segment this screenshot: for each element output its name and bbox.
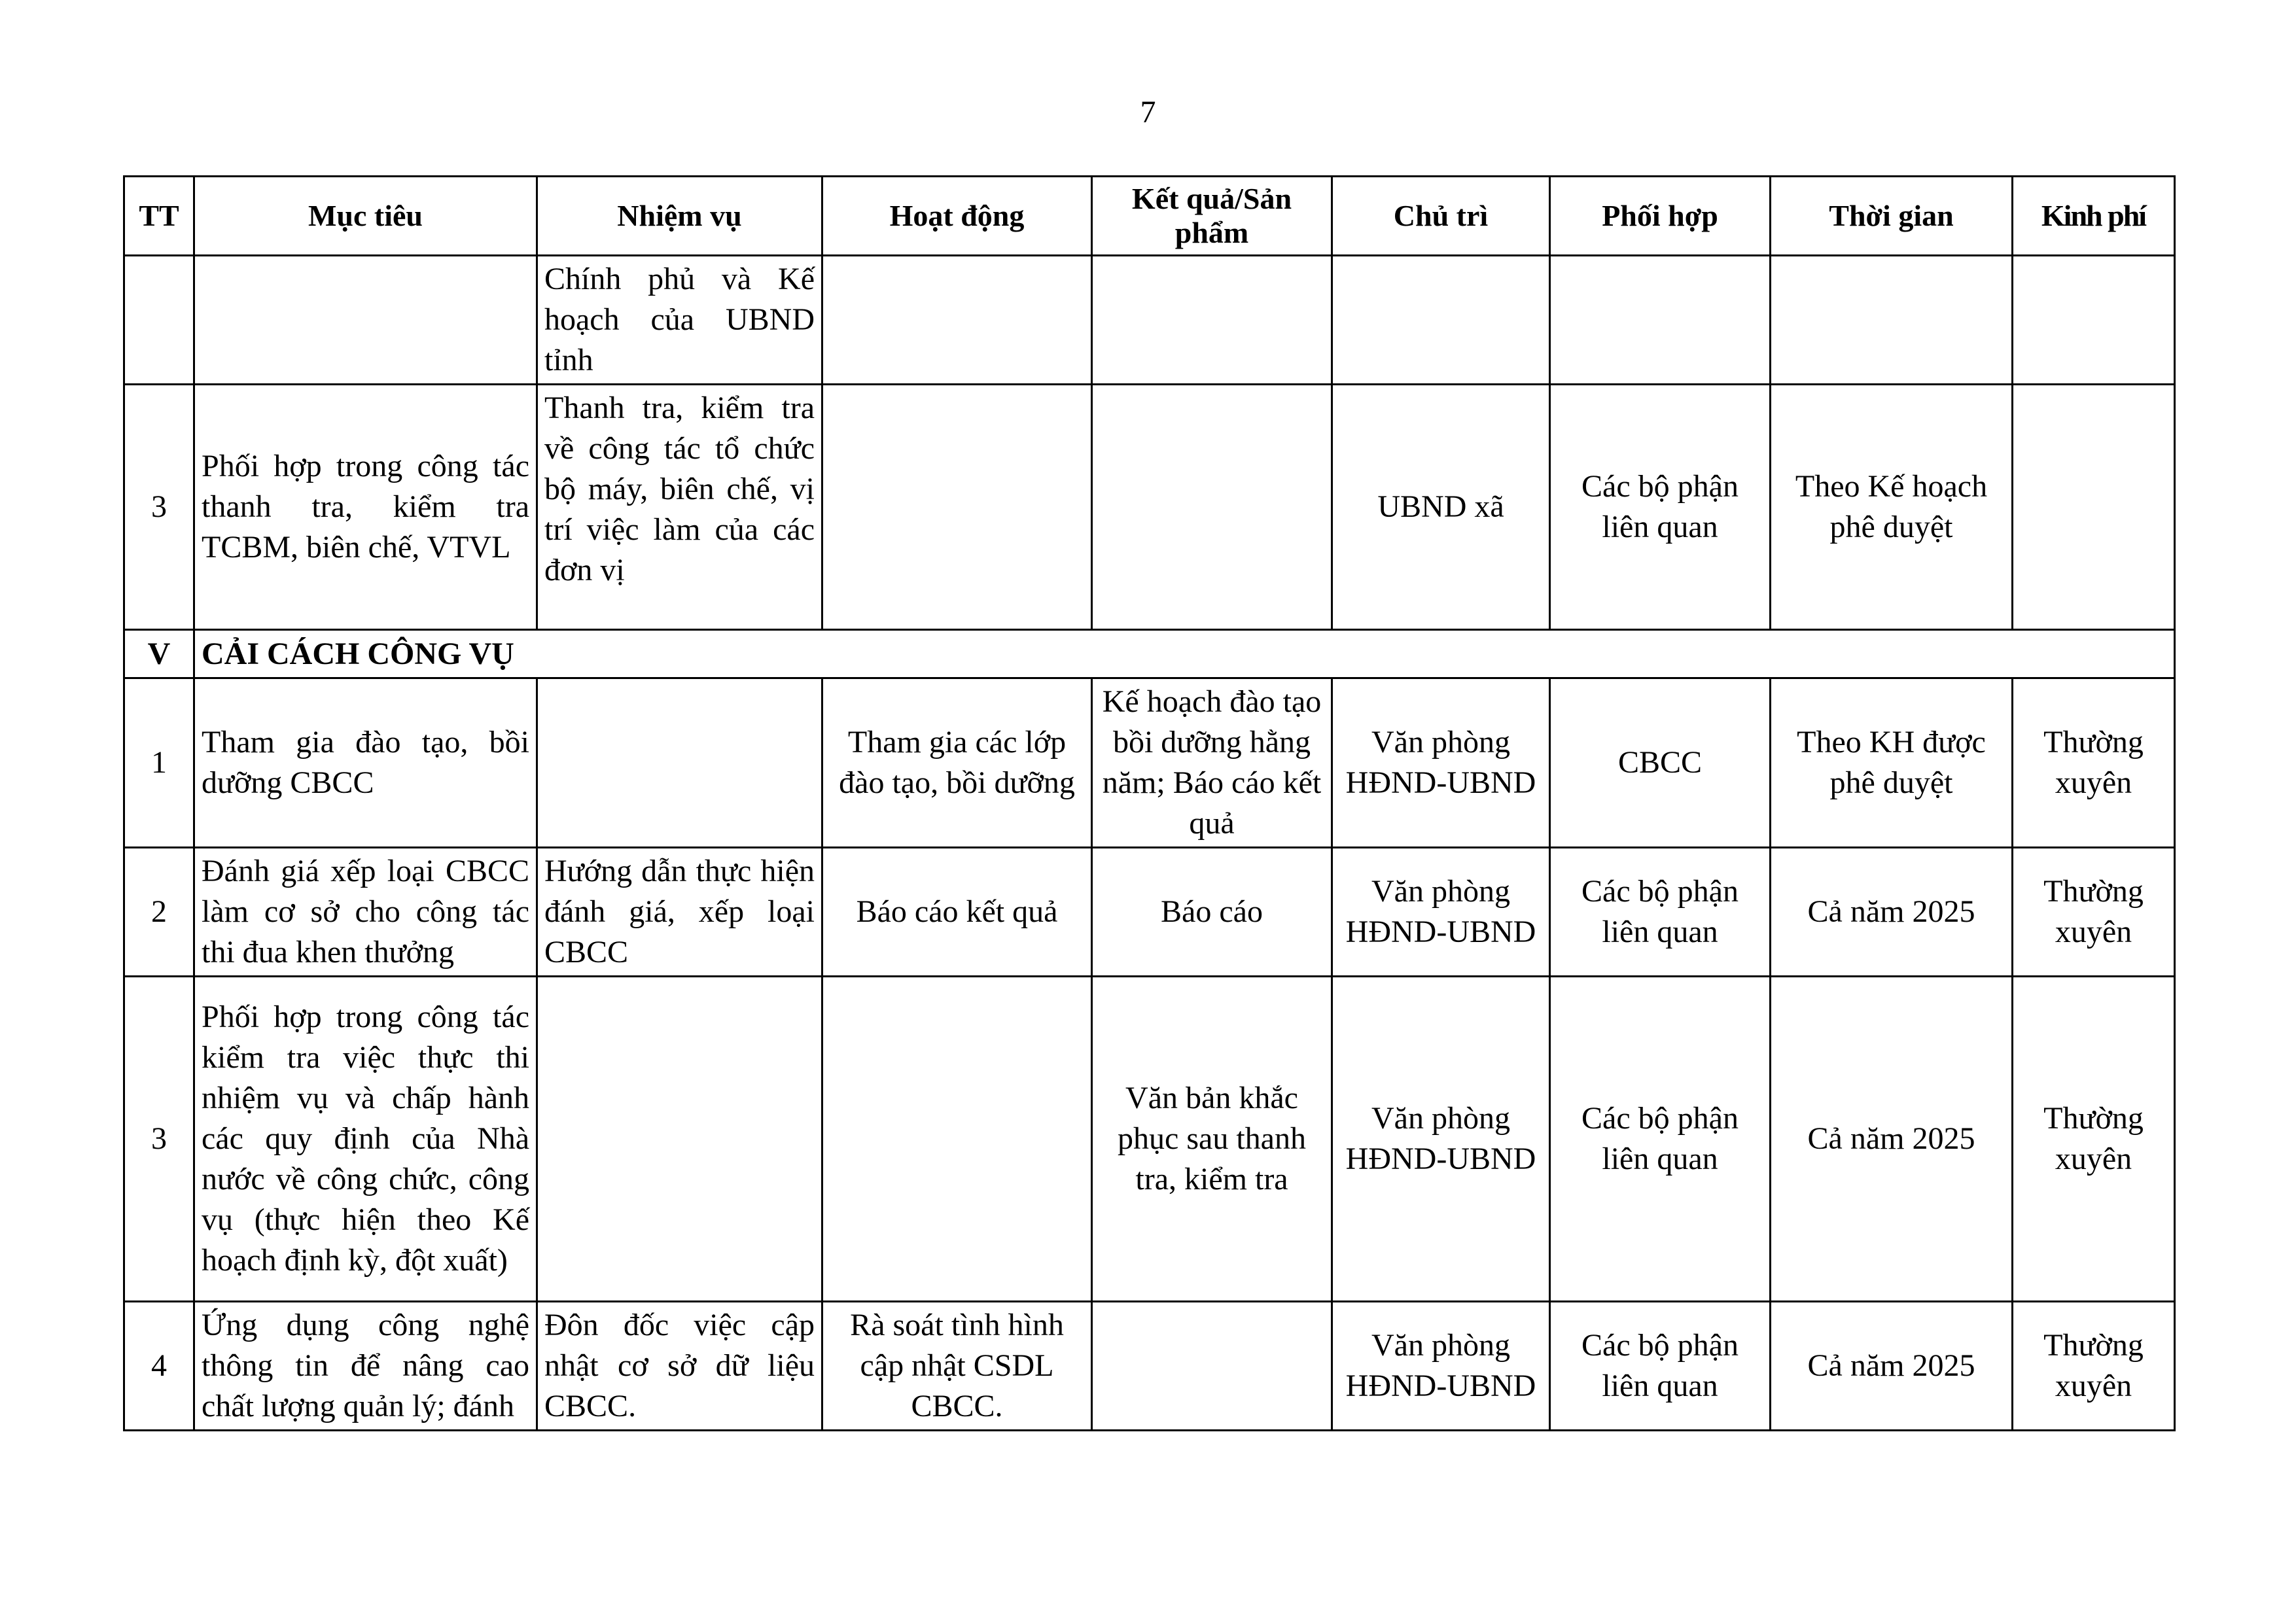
cell-hoat-dong: Tham gia các lớp đào tạo, bồi dưỡng xyxy=(822,678,1092,848)
cell-kinh-phi xyxy=(2013,256,2175,385)
header-ket-qua: Kết quả/Sản phẩm xyxy=(1092,177,1332,256)
cell-hoat-dong xyxy=(822,256,1092,385)
cell-thoi-gian xyxy=(1771,256,2013,385)
header-muc-tieu: Mục tiêu xyxy=(194,177,537,256)
header-phoi-hop: Phối hợp xyxy=(1550,177,1771,256)
cell-phoi-hop: Các bộ phận liên quan xyxy=(1550,385,1771,630)
table-row xyxy=(124,1302,2175,1431)
cell-thoi-gian: Cả năm 2025 xyxy=(1771,1302,2013,1431)
cell-phoi-hop: CBCC xyxy=(1550,678,1771,848)
cell-nhiem-vu xyxy=(537,977,822,1302)
cell-kinh-phi xyxy=(2013,385,2175,630)
header-tt: TT xyxy=(124,177,194,256)
cell-nhiem-vu: Chính phủ và Kế hoạch của UBND tỉnh xyxy=(537,256,822,385)
cell-thoi-gian: Theo KH được phê duyệt xyxy=(1771,678,2013,848)
page-number: 7 xyxy=(1140,95,1156,130)
cell-phoi-hop: Các bộ phận liên quan xyxy=(1550,848,1771,977)
table-row xyxy=(124,385,2175,630)
cell-muc-tieu xyxy=(194,256,537,385)
cell-phoi-hop xyxy=(1550,256,1771,385)
header-kinh-phi: Kinh phí xyxy=(2013,177,2175,256)
cell-thoi-gian: Cả năm 2025 xyxy=(1771,977,2013,1302)
section-title: CẢI CÁCH CÔNG VỤ xyxy=(194,630,2175,678)
cell-hoat-dong xyxy=(822,977,1092,1302)
cell-ket-qua: Báo cáo xyxy=(1092,848,1332,977)
header-chu-tri: Chủ trì xyxy=(1332,177,1550,256)
cell-nhiem-vu: Hướng dẫn thực hiện đánh giá, xếp loại CBCC xyxy=(537,848,822,977)
table-row xyxy=(124,678,2175,848)
cell-chu-tri: Văn phòng HĐND-UBND xyxy=(1332,678,1550,848)
cell-kinh-phi: Thường xuyên xyxy=(2013,1302,2175,1431)
section-row xyxy=(124,630,2175,678)
cell-ket-qua xyxy=(1092,256,1332,385)
cell-phoi-hop: Các bộ phận liên quan xyxy=(1550,977,1771,1302)
cell-nhiem-vu: Thanh tra, kiểm tra về công tác tổ chức bộ máy, biên chế, vị trí việc làm của các đơn vị xyxy=(537,385,822,630)
header-row xyxy=(124,177,2175,256)
cell-tt: 4 xyxy=(124,1302,194,1431)
cell-kinh-phi: Thường xuyên xyxy=(2013,977,2175,1302)
cell-tt: 2 xyxy=(124,848,194,977)
cell-hoat-dong xyxy=(822,385,1092,630)
cell-phoi-hop: Các bộ phận liên quan xyxy=(1550,1302,1771,1431)
section-number: V xyxy=(124,630,194,678)
header-hoat-dong: Hoạt động xyxy=(822,177,1092,256)
cell-thoi-gian: Theo Kế hoạch phê duyệt xyxy=(1771,385,2013,630)
cell-chu-tri: Văn phòng HĐND-UBND xyxy=(1332,977,1550,1302)
table-row xyxy=(124,256,2175,385)
cell-chu-tri: Văn phòng HĐND-UBND xyxy=(1332,848,1550,977)
cell-ket-qua xyxy=(1092,385,1332,630)
header-thoi-gian: Thời gian xyxy=(1771,177,2013,256)
cell-tt: 1 xyxy=(124,678,194,848)
cell-muc-tieu: Đánh giá xếp loại CBCC làm cơ sở cho công tác thi đua khen thưởng xyxy=(194,848,537,977)
cell-ket-qua: Văn bản khắc phục sau thanh tra, kiểm tra xyxy=(1092,977,1332,1302)
cell-hoat-dong: Rà soát tình hình cập nhật CSDL CBCC. xyxy=(822,1302,1092,1431)
cell-ket-qua xyxy=(1092,1302,1332,1431)
cell-muc-tieu: Phối hợp trong công tác thanh tra, kiểm tra TCBM, biên chế, VTVL xyxy=(194,385,537,630)
cell-chu-tri: UBND xã xyxy=(1332,385,1550,630)
cell-tt: 3 xyxy=(124,385,194,630)
cell-thoi-gian: Cả năm 2025 xyxy=(1771,848,2013,977)
cell-hoat-dong: Báo cáo kết quả xyxy=(822,848,1092,977)
header-nhiem-vu: Nhiệm vụ xyxy=(537,177,822,256)
cell-ket-qua: Kế hoạch đào tạo bồi dưỡng hằng năm; Báo cáo kết quả xyxy=(1092,678,1332,848)
cell-muc-tieu: Ứng dụng công nghệ thông tin để nâng cao chất lượng quản lý; đánh xyxy=(194,1302,537,1431)
table-row xyxy=(124,848,2175,977)
reform-plan-table xyxy=(123,175,2176,1431)
cell-muc-tieu: Phối hợp trong công tác kiểm tra việc thực thi nhiệm vụ và chấp hành các quy định của Nhà nước về công chức, công vụ (thực hiện theo Kế hoạch định kỳ, đột xuất) xyxy=(194,977,537,1302)
cell-kinh-phi: Thường xuyên xyxy=(2013,678,2175,848)
cell-nhiem-vu: Đôn đốc việc cập nhật cơ sở dữ liệu CBCC. xyxy=(537,1302,822,1431)
cell-tt xyxy=(124,256,194,385)
cell-muc-tieu: Tham gia đào tạo, bồi dưỡng CBCC xyxy=(194,678,537,848)
table-row xyxy=(124,977,2175,1302)
cell-tt: 3 xyxy=(124,977,194,1302)
cell-kinh-phi: Thường xuyên xyxy=(2013,848,2175,977)
cell-chu-tri: Văn phòng HĐND-UBND xyxy=(1332,1302,1550,1431)
cell-nhiem-vu xyxy=(537,678,822,848)
cell-chu-tri xyxy=(1332,256,1550,385)
